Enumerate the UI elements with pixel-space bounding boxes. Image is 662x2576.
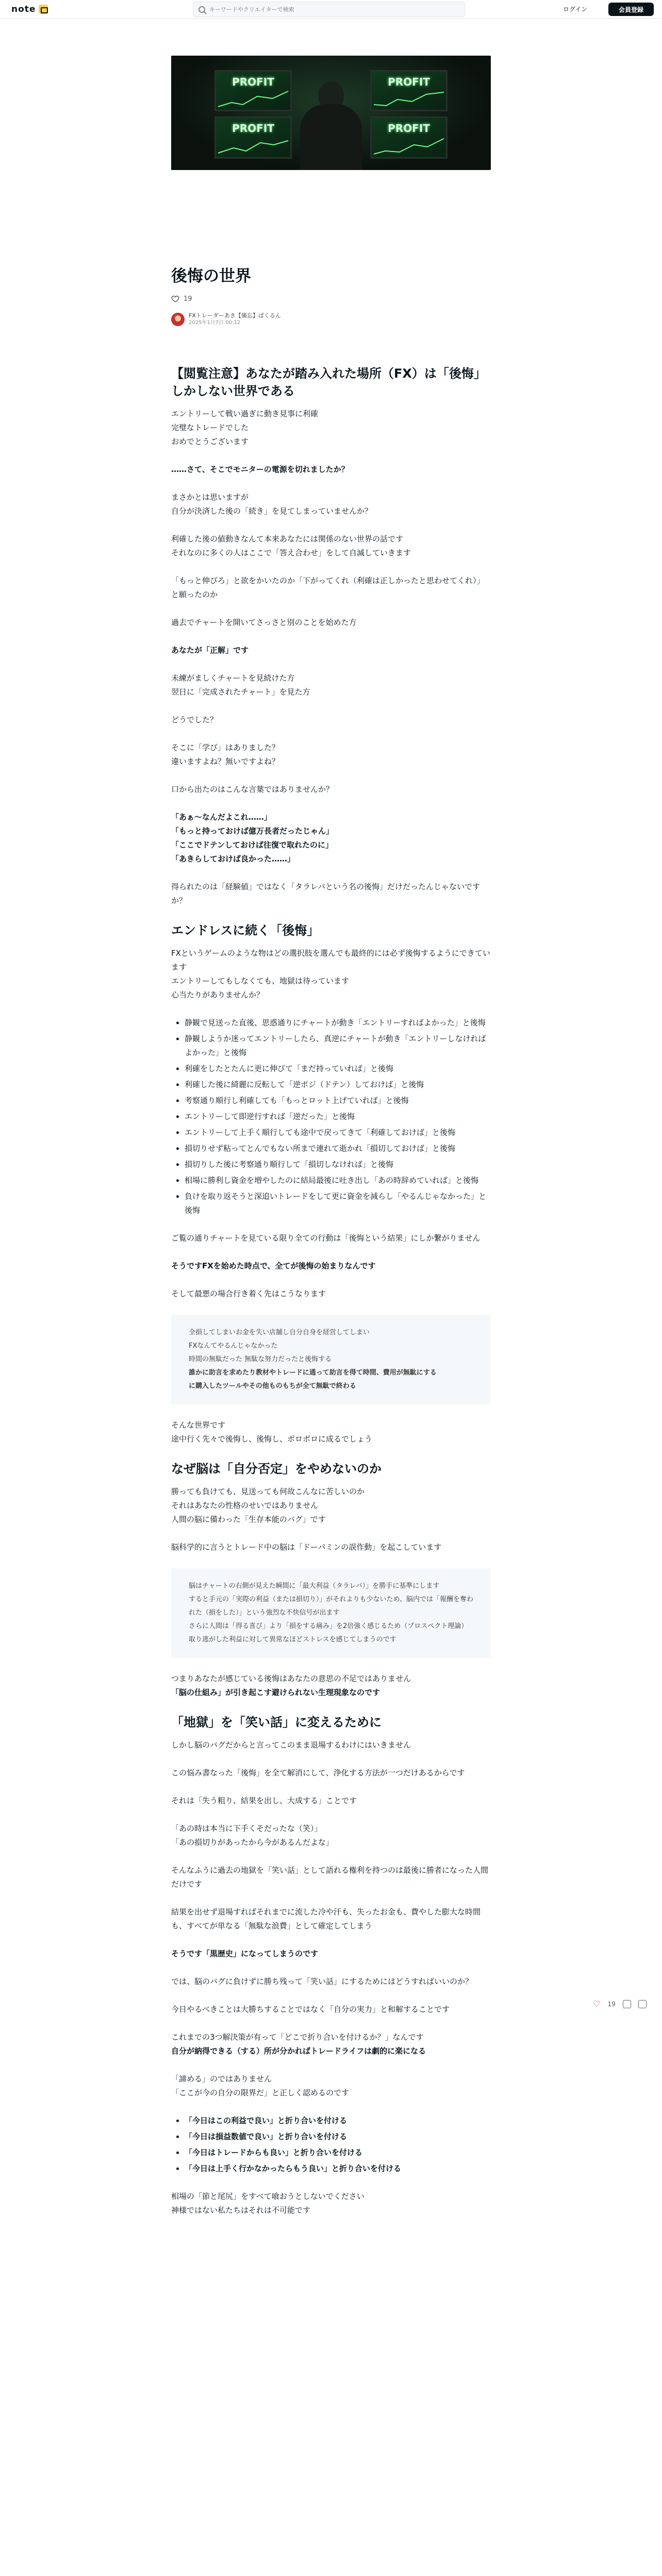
paragraph: 口から出たのはこんな言葉ではありませんか？	[171, 785, 334, 794]
trader-silhouette	[300, 81, 362, 170]
list-item: • 「今日はトレードからも良い」と折り合いを付ける	[185, 2146, 491, 2160]
site-header	[0, 0, 662, 19]
monitor-label: PROFIT	[232, 76, 274, 88]
paragraph: 未練がましくチャートを見続けた方 翌日に「完成されたチャート」を見た方	[171, 673, 310, 697]
paragraph: ……さて、そこでモニターの電源を切れましたか？	[171, 465, 349, 474]
monitor-profit	[370, 70, 448, 111]
compromise-list	[185, 2114, 491, 2176]
bookmark-icon[interactable]	[623, 2000, 631, 2008]
paragraph: そうですFXを始めた時点で、全てが後悔の始まりなんです	[171, 1261, 376, 1270]
list-item: • 利確をしたとたんに更に伸びて「まだ持っていれば」と後悔	[185, 1062, 491, 1076]
author-name[interactable]: FXトレーダーあき【備忘】ぱくるん	[189, 312, 281, 319]
login-link[interactable]: ログイン	[563, 6, 588, 13]
avatar[interactable]	[171, 313, 185, 326]
monitor-profit	[370, 116, 448, 159]
chart-line-icon	[372, 137, 446, 157]
paragraph: ご覧の通りチャートを見ている限り全ての行動は「後悔という結果」にしか繋がりません	[171, 1233, 481, 1243]
paragraph: 「もっと伸びろ」と欲をかいたのか「下がってくれ（利確は正しかったと思わせてくれ）」と願ったのか	[171, 576, 485, 599]
paragraph: そして最悪の場合行き着く先はこうなります	[171, 1289, 326, 1298]
paragraph: 相場の「節と尾尻」をすべて喰おうとしないでください 神様ではない私たちはそれは不可能です	[171, 2192, 365, 2215]
paragraph: あなたが「正解」です	[171, 646, 249, 655]
search-icon	[198, 6, 205, 13]
search-input[interactable]	[209, 6, 446, 13]
monitor-profit	[214, 116, 292, 159]
share-icon[interactable]	[638, 2000, 647, 2008]
list-item: • 負けを取り返そうと深追いトレードをして更に資金を減らし「やるんじゃなかった」と後悔	[185, 1190, 491, 1217]
paragraph: 勝っても負けても、見送っても何故こんなに苦しいのか それはあなたの性格のせいではありません 人間の脳に備わった「生存本能のバグ」です	[171, 1487, 365, 1524]
list-item: • 損切りせず粘ってとんでもない所まで連れて逝かれ「損切しておけば」と後悔	[185, 1142, 491, 1156]
paragraph: それは「失う粗り、結果を出し、大成する」ことです	[171, 1796, 357, 1805]
paragraph: では、脳のバグに負けずに勝ち残って「笑い話」にするためにはどうすればいいのか？	[171, 1977, 473, 1986]
section-heading: エンドレスに続く「後悔」	[171, 923, 320, 938]
logo-text: note	[11, 4, 36, 14]
section-heading: 【閲覧注意】あなたが踏み入れた場所（FX）は「後悔」しかしない世界である	[171, 366, 486, 398]
list-item: • 考察通り順行し利確しても「もっとロット上げていれば」と後悔	[185, 1094, 491, 1108]
chart-line-icon	[216, 137, 290, 157]
paragraph: 過去でチャートを開いてさっさと別のことを始めた方	[171, 618, 357, 627]
paragraph: そこに「学び」はありました？ 違いますよね？無いですよね？	[171, 743, 280, 766]
list-item: • 「今日は損益数値で良い」と折り合いを付ける	[185, 2130, 491, 2144]
paragraph: どうでした？	[171, 715, 218, 724]
section-heading: なぜ脳は「自分否定」をやめないのか	[171, 1462, 382, 1476]
list-item: • 相場に勝利し資金を増やしたのに結局最後に吐き出し「あの時辞めていれば」と後悔	[185, 1174, 491, 1188]
monitor-label: PROFIT	[388, 122, 430, 134]
monitor-label: PROFIT	[232, 122, 274, 134]
paragraph: 利確した後の値動きなんて本来あなたには関係のない世界の話です それなのに多くの人はここで「答え合わせ」をして自滅していきます	[171, 534, 411, 557]
list-item: • 「今日はこの利益で良い」と折り合いを付ける	[185, 2114, 491, 2128]
like-bar	[171, 295, 491, 303]
paragraph: 「あの時は本当に下手くそだったな（笑）」 「あの損切りがあったから今があるんだよな」	[171, 1824, 334, 1847]
chart-line-icon	[216, 89, 290, 110]
paragraph: 結果を出せず退場すればそれまでに流した冷や汗も、失ったお金も、費やした膨大な時間も、すべてが単なる「無駄な浪費」として確定してしまう	[171, 1907, 481, 1930]
publish-date: 2025年1月7日 00:12	[189, 320, 241, 326]
list-item: • 静観しようか迷ってエントリーしたら、真逆にチャートが動き「エントリーしなければよかった」と後悔	[185, 1032, 491, 1060]
like-count: 19	[184, 295, 192, 303]
paragraph: そんなふうに過去の地獄を「笑い話」として語れる権利を持つのは最後に勝者になった人間だけです	[171, 1866, 489, 1889]
side-like-count: 19	[607, 2000, 616, 2008]
paragraph: 脳科学的に言うとトレード中の脳は「ドーパミンの誤作動」を起こしています	[171, 1543, 442, 1552]
paragraph: 「あぁ〜なんだよこれ……」 「もっと持っておけば億万長者だったじゃん」 「ここでドテンしておけば往復で取れたのに」 「あきらしておけば良かった……」	[171, 812, 334, 863]
section-heading: 「地獄」を「笑い話」に変えるために	[171, 1715, 382, 1730]
article-body	[171, 365, 491, 2231]
chart-line-icon	[372, 89, 446, 110]
heart-icon[interactable]: ♡	[593, 1999, 601, 2009]
paragraph: しかし脳のバグだからと言ってこのまま退場するわけにはいきません	[171, 1740, 411, 1750]
search-bar[interactable]	[193, 2, 465, 17]
paragraph: 今日やるべきことは大勝ちすることではなく「自分の実力」と和解することです	[171, 2005, 450, 2014]
list-item: • エントリーして即逆行すれば「逆だった」と後悔	[185, 1110, 491, 1124]
list-item: • エントリーして上手く順行しても途中で戻ってきて「利確しておけば」と後悔	[185, 1126, 491, 1140]
list-item: • 「今日は上手く行かなかったらもう良い」と折り合いを付ける	[185, 2162, 491, 2176]
list-item: • 損切りした後に考察通り順行して「損切しなければ」と後悔	[185, 1158, 491, 1172]
article-title: 後悔の世界	[171, 267, 251, 285]
signup-button[interactable]: 会員登録	[608, 3, 654, 16]
list-item: • 利確した後に綺麗に反転して「逆ポジ（ドテン）しておけば」と後悔	[185, 1078, 491, 1092]
author-block[interactable]	[171, 312, 491, 326]
paragraph: FXというゲームのような物はどの選択肢を選んでも最終的には必ず後悔するようにできています エントリーしてもしなくても、地獄は待っています 心当たりがありませんか？	[171, 948, 490, 999]
quote-block: 脳はチャートの右側が見えた瞬間に「最大利益（タラレバ）」を勝手に基準にします すると手元の「実際の利益（または損切り）」がそれよりも少ないため、脳内では「報酬を奪われた（損をした）」という強烈な不快信号が出ます さらに人間は「得る喜び」より「損をする痛み」を2倍強く感じるため（プロスペクト理論）取り逃がした利益に対して異常なほどストレスを感じてしまうのです	[171, 1568, 491, 1658]
quote-block: 全損してしまいお金を失い店舗し自分自身を経営してしまい FXなんてやるんじゃなかった 時間の無駄だった 無駄な努力だったと後悔する 誰かに助言を求めたり教材やトレードに通って助言を得て時間、費用が無駄にする に購入したツールやその他ものもちが全て無駄で終わる	[171, 1315, 491, 1404]
heart-icon[interactable]	[171, 295, 179, 303]
paragraph: つまりあなたが感じている後悔はあなたの意思の不足ではありません 「脳の仕組み」が引き起こす避けられない生理現象なのです	[171, 1674, 411, 1697]
hero-image	[171, 56, 491, 170]
regret-list	[185, 1016, 491, 1217]
paragraph: 得られたのは「経験値」ではなく「タラレバという名の後悔」だけだったんじゃないですか？	[171, 882, 480, 905]
note-logo[interactable]	[11, 4, 48, 14]
monitor-profit	[214, 70, 292, 111]
floating-actions	[593, 1999, 647, 2009]
monitor-label: PROFIT	[388, 76, 430, 88]
paragraph: これまでの3つ解決策が有って「どこで折り合いを付けるか？」なんです 自分が納得できる（する）所が分かればトレードライフは劇的に楽になる	[171, 2032, 426, 2056]
paragraph: そうです「黒歴史」になってしまうのです	[171, 1949, 319, 1958]
paragraph: 「諦める」のではありません 「ここが今の自分の限界だ」と正しく認めるのです	[171, 2074, 350, 2097]
paragraph: この悩み書なった「後悔」を全て解消にして、浄化する方法が一つだけあるからです	[171, 1768, 465, 1777]
paragraph: エントリーして戦い過ぎに動き見事に利確 完璧なトレードでした おめでとうございます	[171, 409, 319, 446]
list-item: • 静観で見送った直後、思惑通りにチャートが動き「エントリーすればよかった」と後悔	[185, 1016, 491, 1030]
paragraph: そんな世界です 途中行く先々で後悔し、後悔し、ボロボロに成るでしょう	[171, 1420, 372, 1444]
paragraph: まさかとは思いますが 自分が決済した後の「続き」を見てしまっていませんか？	[171, 493, 373, 516]
logo-mark-icon	[39, 5, 48, 14]
